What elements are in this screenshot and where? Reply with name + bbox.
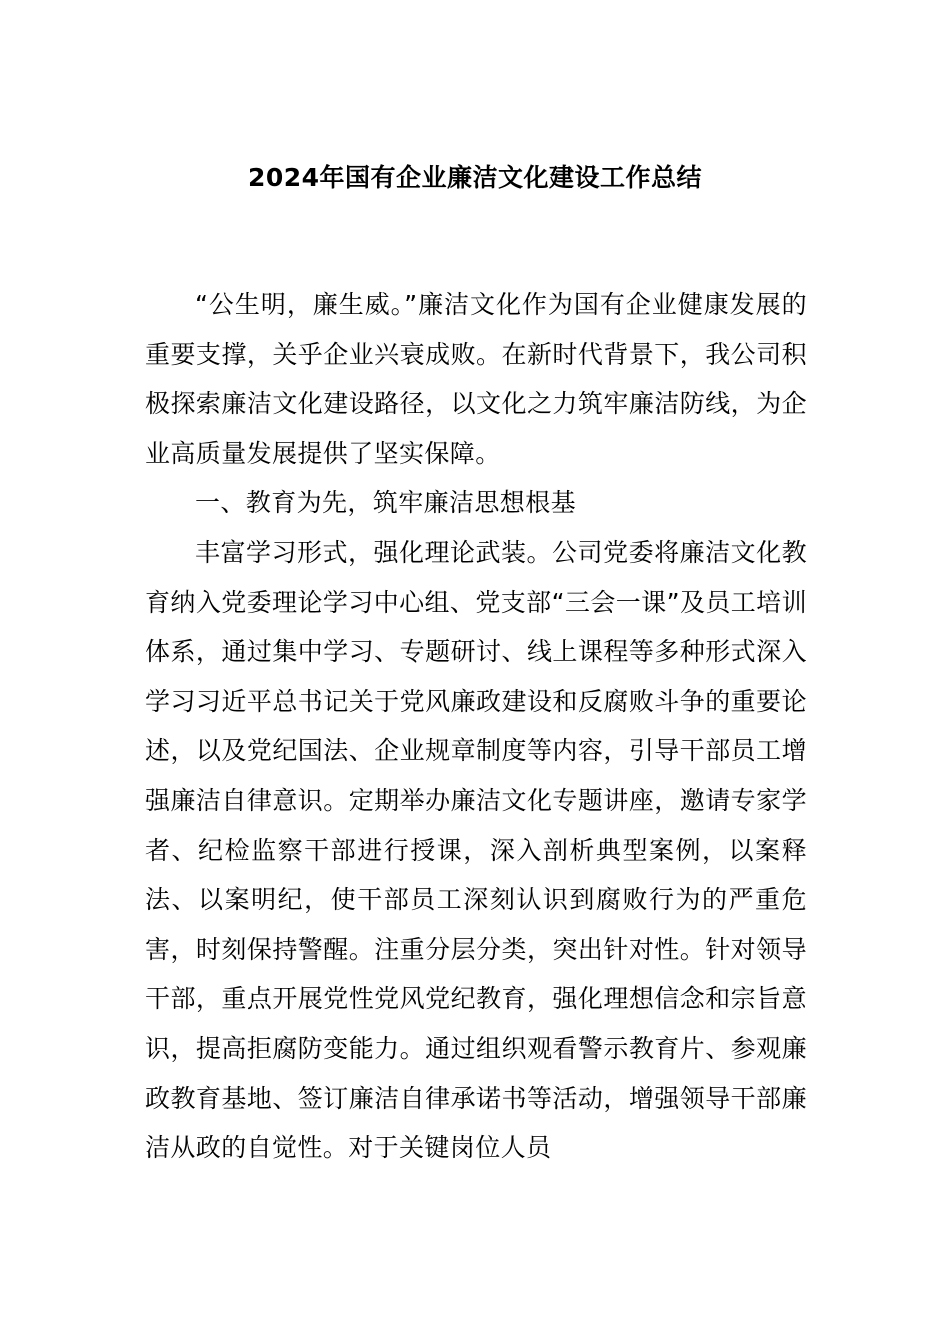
document-title: 2024年国有企业廉洁文化建设工作总结	[247, 163, 703, 192]
intro-paragraph: “公生明，廉生威。”廉洁文化作为国有企业健康发展的重要支撑，关乎企业兴衰成败。在新时代背景下，我公司积极探索廉洁文化建设路径，以文化之力筑牢廉洁防线，为企业高质量发展提供了坚实保障。	[145, 290, 807, 468]
document-body	[145, 280, 807, 1173]
section-heading: 一、教育为先，筑牢廉洁思想根基	[195, 488, 577, 518]
body-paragraph: 丰富学习形式，强化理论武装。公司党委将廉洁文化教育纳入党委理论学习中心组、党支部“三会一课”及员工培训体系，通过集中学习、专题研讨、线上课程等多种形式深入学习习近平总书记关于党风廉政建设和反腐败斗争的重要论述，以及党纪国法、企业规章制度等内容，引导干部员工增强廉洁自律意识。定期举办廉洁文化专题讲座，邀请专家学者、纪检监察干部进行授课，深入剖析典型案例，以案释法、以案明纪，使干部员工深刻认识到腐败行为的严重危害，时刻保持警醒。注重分层分类，突出针对性。针对领导干部，重点开展党性党风党纪教育，强化理想信念和宗旨意识，提高拒腐防变能力。通过组织观看警示教育片、参观廉政教育基地、签订廉洁自律承诺书等活动，增强领导干部廉洁从政的自觉性。对于关键岗位人员	[145, 537, 807, 1163]
